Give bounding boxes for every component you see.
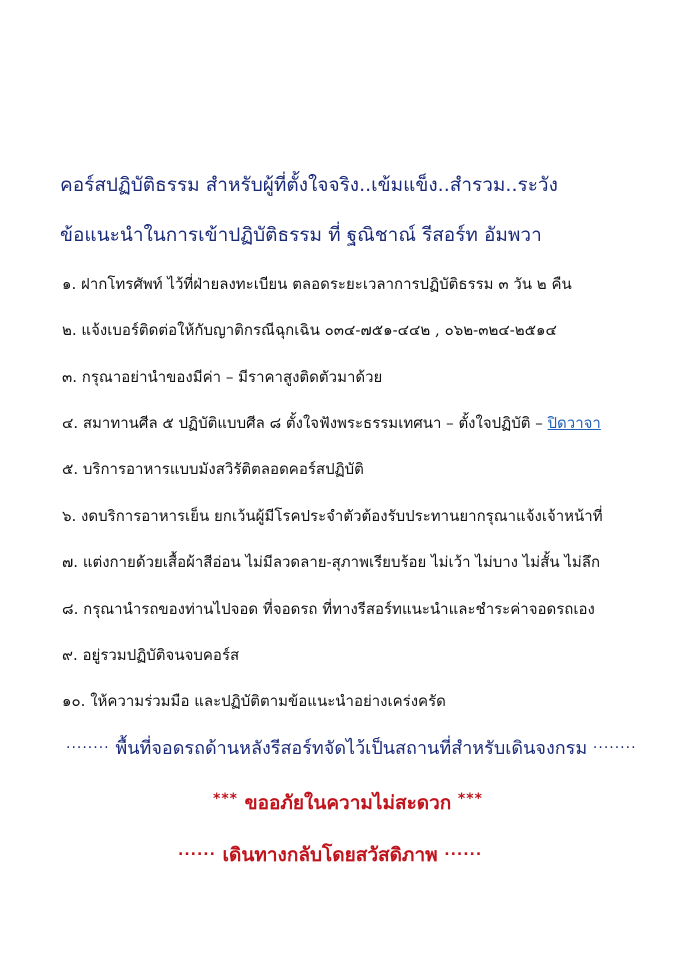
apology-line [213,788,483,818]
note-dots-left: ........ [66,736,110,752]
silence-link[interactable]: ปิดวาจา [547,414,601,432]
farewell-line [178,840,482,870]
note-text: พื้นที่จอดรถด้านหลังรีสอร์ทจัดไว้เป็นสถานที่สำหรับเดินจงกรม [115,738,588,759]
rule-item-7: ๗. แต่งกายด้วยเสื้อผ้าสีอ่อน ไม่มีลวดลาย-สุภาพเรียบร้อย ไม่เว้า ไม่บาง ไม่สั้น ไม่ลึก [62,553,601,571]
rule-item-8: ๘. กรุณานำรถของท่านไปจอด ที่จอดรถ ที่ทางรีสอร์ทแนะนำและชำระค่าจอดรถเอง [62,600,595,618]
page-title: คอร์สปฏิบัติธรรม สำหรับผู้ที่ตั้งใจจริง..เข้มแข็ง..สำรวม..ระวัง [60,174,558,196]
rule-item-5: ๕. บริการอาหารแบบมังสวิรัติตลอดคอร์สปฏิบัติ [62,460,364,478]
rule-item-4-text: ๔. สมาทานศีล ๕ ปฏิบัติแบบศีล ๘ ตั้งใจฟังพระธรรมเทศนา – ตั้งใจปฏิบัติ – [62,414,543,432]
rule-item-6: ๖. งดบริการอาหารเย็น ยกเว้นผู้มีโรคประจำตัวต้องรับประทานยากรุณาแจ้งเจ้าหน้าที่ [62,507,603,525]
rule-item-4 [62,411,622,435]
farewell-dots-right: ...... [444,843,483,859]
walking-meditation-note [66,733,637,762]
apology-text: ขออภัยในความไม่สะดวก [244,792,452,814]
page-subtitle: ข้อแนะนำในการเข้าปฏิบัติธรรม ที่ ฐณิชาณ์ รีสอร์ท อัมพวา [60,224,542,246]
rule-item-1: ๑. ฝากโทรศัพท์ ไว้ที่ฝ่ายลงทะเบียน ตลอดระยะเวลาการปฏิบัติธรรม ๓ วัน ๒ คืน [62,275,572,293]
rule-item-10: ๑๐. ให้ความร่วมมือ และปฏิบัติตามข้อแนะนำอย่างเคร่งครัด [62,692,446,710]
farewell-text: เดินทางกลับโดยสวัสดิภาพ [222,844,438,866]
apology-stars-right: *** [457,791,483,807]
rule-item-3: ๓. กรุณาอย่านำของมีค่า – มีราคาสูงติดตัวมาด้วย [62,368,383,386]
note-dots-right: ........ [592,736,637,752]
rule-item-2: ๒. แจ้งเบอร์ติดต่อให้กับญาติกรณีฉุกเฉิน ๐๓๔-๗๕๑-๔๔๒ , ๐๖๒-๓๒๔-๒๕๑๔ [62,321,557,339]
apology-stars-left: *** [213,791,238,807]
farewell-dots-left: ...... [178,843,216,859]
rule-item-9: ๙. อยู่รวมปฏิบัติจนจบคอร์ส [62,646,240,664]
